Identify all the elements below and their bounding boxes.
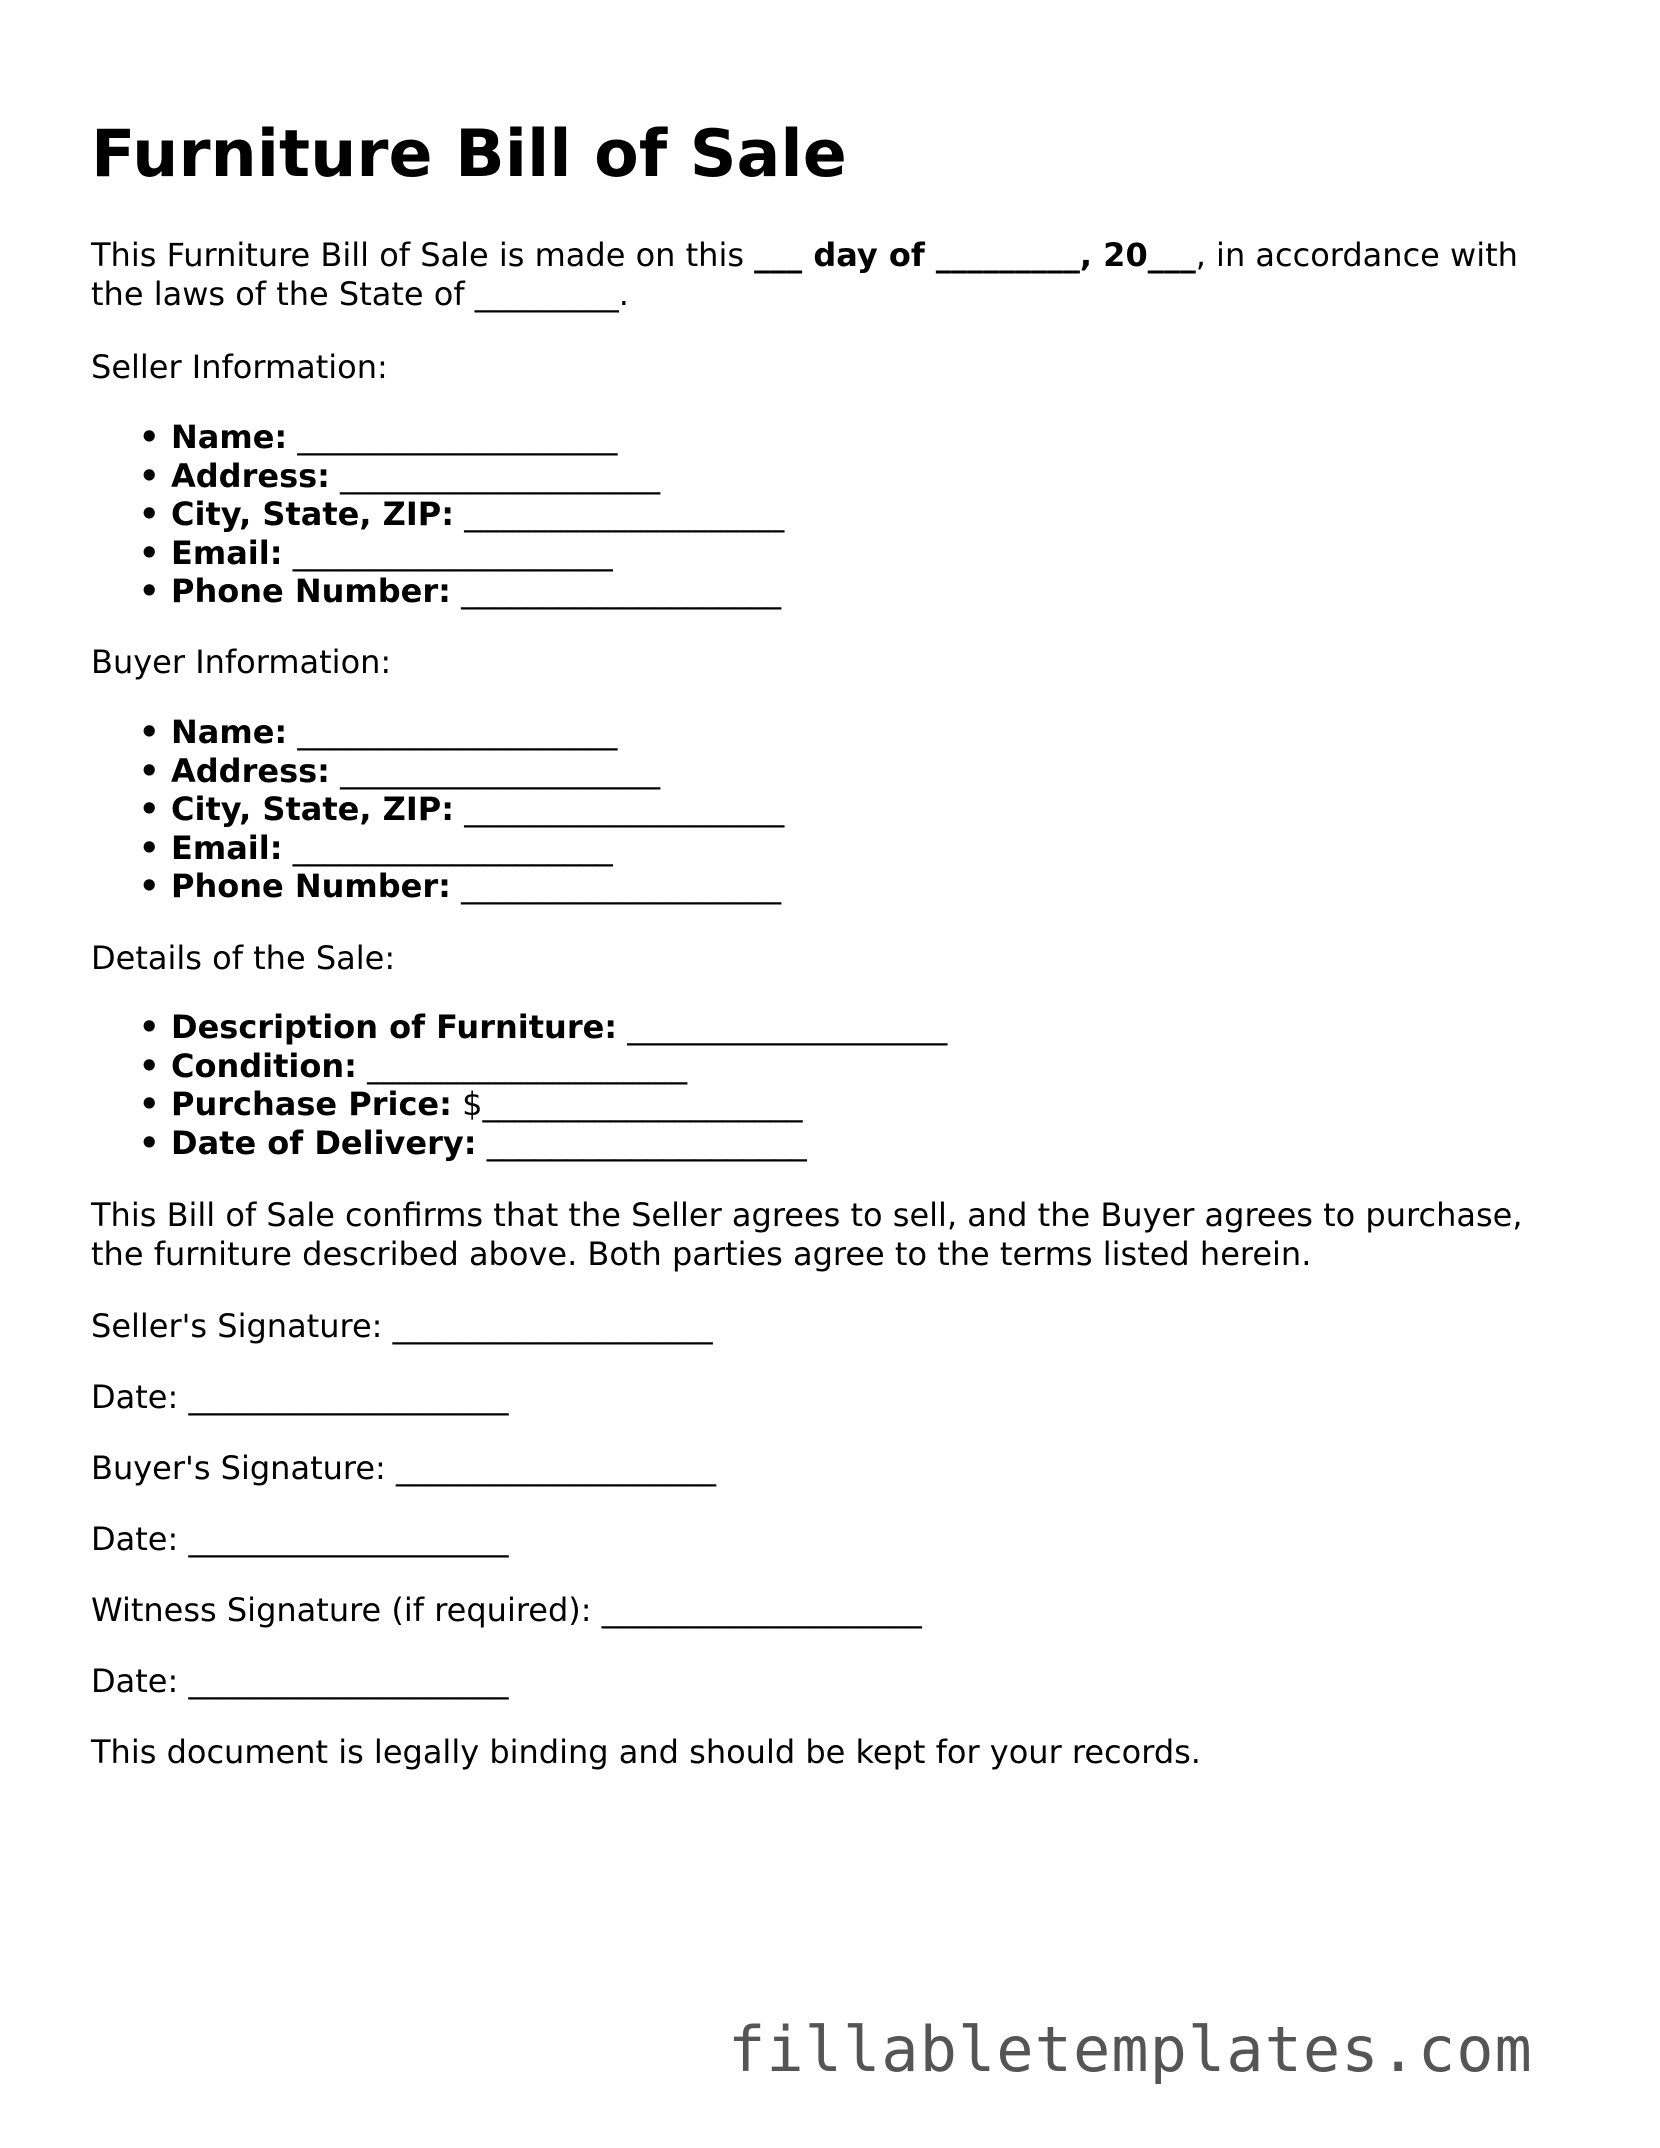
buyer-signature-line[interactable]: Buyer's Signature: ____________________ (91, 1449, 716, 1487)
seller-date-line[interactable]: Date: ____________________ (91, 1378, 509, 1416)
seller-name-field[interactable]: • Name: ____________________ (171, 418, 784, 457)
buyer-address-field[interactable]: • Address: ____________________ (171, 752, 784, 791)
watermark-text: fillabletemplates.com (728, 2013, 1533, 2086)
day-blank[interactable]: ___ (754, 236, 803, 274)
seller-phone-field[interactable]: • Phone Number: ____________________ (171, 572, 784, 611)
seller-signature-line[interactable]: Seller's Signature: ____________________ (91, 1307, 713, 1345)
sale-fields-list (91, 1008, 947, 1162)
delivery-date-field[interactable]: • Date of Delivery: ____________________ (171, 1124, 947, 1163)
purchase-price-field[interactable]: • Purchase Price: $____________________ (171, 1085, 947, 1124)
intro-paragraph: This Furniture Bill of Sale is made on this ___ day of _________, 20___, in accordance with the laws of the State of _________. (91, 236, 1529, 313)
buyer-city-state-zip-field[interactable]: • City, State, ZIP: ____________________ (171, 790, 784, 829)
month-blank[interactable]: _________ (935, 236, 1080, 274)
seller-email-field[interactable]: • Email: ____________________ (171, 534, 784, 573)
state-blank[interactable]: _________ (474, 274, 619, 313)
document-title: Furniture Bill of Sale (91, 117, 847, 192)
seller-address-field[interactable]: • Address: ____________________ (171, 457, 784, 496)
buyer-date-line[interactable]: Date: ____________________ (91, 1520, 509, 1558)
furniture-description-field[interactable]: • Description of Furniture: ____________________ (171, 1008, 947, 1047)
year-blank[interactable]: ___ (1147, 236, 1196, 274)
buyer-heading: Buyer Information: (91, 643, 392, 681)
condition-field[interactable]: • Condition: ____________________ (171, 1047, 947, 1086)
buyer-phone-field[interactable]: • Phone Number: ____________________ (171, 867, 784, 906)
seller-heading: Seller Information: (91, 348, 388, 386)
sale-details-heading: Details of the Sale: (91, 939, 396, 977)
witness-signature-line[interactable]: Witness Signature (if required): ____________________ (91, 1591, 922, 1629)
seller-fields-list (91, 418, 784, 611)
buyer-email-field[interactable]: • Email: ____________________ (171, 829, 784, 868)
witness-date-line[interactable]: Date: ____________________ (91, 1662, 509, 1700)
closing-paragraph: This document is legally binding and should be kept for your records. (91, 1733, 1201, 1771)
seller-city-state-zip-field[interactable]: • City, State, ZIP: ____________________ (171, 495, 784, 534)
confirmation-paragraph: This Bill of Sale confirms that the Seller agrees to sell, and the Buyer agrees to purchase, the furniture described above. Both parties agree to the terms listed herein. (91, 1196, 1533, 1273)
buyer-fields-list (91, 713, 784, 906)
buyer-name-field[interactable]: • Name: ____________________ (171, 713, 784, 752)
